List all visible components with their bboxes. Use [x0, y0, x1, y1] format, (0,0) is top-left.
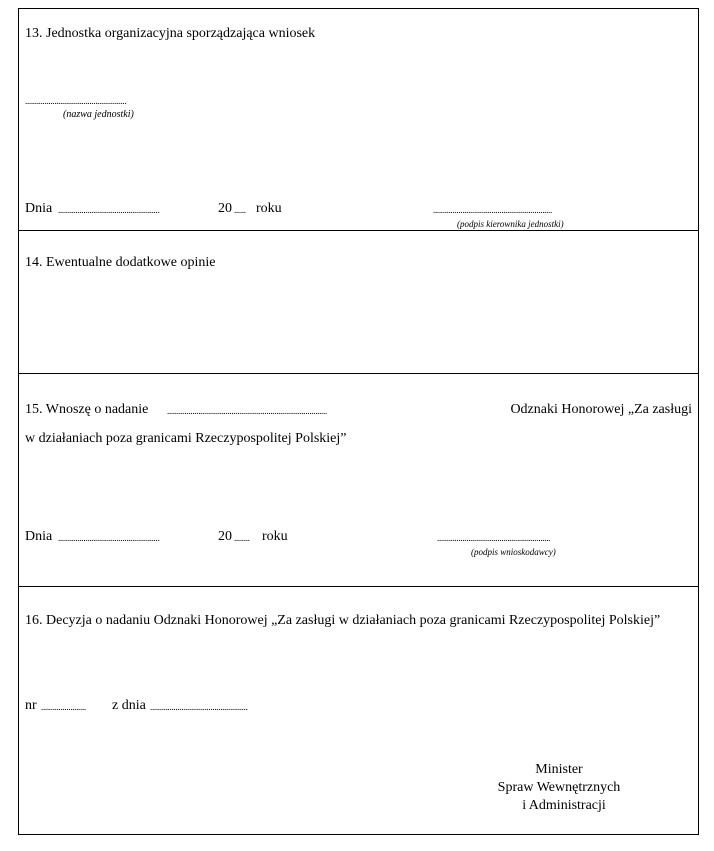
section-13-organizational-unit: [19, 9, 698, 231]
applicant-signature-field[interactable]: ..........................................................: [437, 533, 551, 543]
section-15-year-prefix: 20: [218, 529, 232, 544]
signatory-line-1: Minister: [535, 762, 583, 777]
section-15-line2: w działaniach poza granicami Rzeczypospolitej Polskiej”: [25, 431, 347, 446]
section-13-date-label: Dnia: [25, 201, 53, 216]
section-15-date-label: Dnia: [25, 529, 53, 544]
unit-name-field[interactable]: ....................................................: [25, 96, 127, 106]
section-15-date-field[interactable]: ....................................................: [58, 533, 160, 543]
unit-head-signature-field[interactable]: .............................................................: [433, 205, 552, 215]
decision-date-field[interactable]: ..................................................: [150, 702, 248, 712]
section-13-year-field[interactable]: ......: [234, 205, 246, 215]
application-form: [18, 8, 699, 835]
signatory-line-3: i Administracji: [522, 798, 606, 813]
section-14-title: 14. Ewentualne dodatkowe opinie: [25, 255, 216, 270]
section-15-year-field[interactable]: ........: [234, 533, 250, 543]
section-14-additional-opinions: [19, 231, 698, 374]
decision-number-label: nr: [25, 698, 37, 713]
section-15-line1-prefix: 15. Wnoszę o nadanie: [25, 402, 149, 417]
section-15-class-field[interactable]: ..................................................................................: [167, 406, 327, 416]
section-13-title: 13. Jednostka organizacyjna sporządzająca wniosek: [25, 26, 316, 41]
unit-name-caption: (nazwa jednostki): [63, 109, 134, 120]
applicant-signature-caption: (podpis wnioskodawcy): [471, 547, 556, 557]
decision-number-field[interactable]: .......................: [41, 702, 86, 712]
section-15-request: [19, 374, 698, 587]
section-13-date-field[interactable]: ....................................................: [58, 205, 160, 215]
decision-date-label: z dnia: [112, 698, 146, 713]
section-16-title: 16. Decyzja o nadaniu Odznaki Honorowej „Za zasługi w działaniach poza granicami Rzeczypospolitej Polskiej”: [25, 613, 661, 628]
section-16-decision: [19, 587, 698, 836]
signatory-line-2: Spraw Wewnętrznych: [497, 780, 621, 795]
section-13-year-prefix: 20: [218, 201, 232, 216]
unit-head-signature-caption: (podpis kierownika jednostki): [457, 219, 564, 229]
section-15-year-suffix: roku: [262, 529, 288, 544]
section-13-year-suffix: roku: [256, 201, 282, 216]
section-15-line1-suffix: Odznaki Honorowej „Za zasługi: [510, 402, 692, 417]
